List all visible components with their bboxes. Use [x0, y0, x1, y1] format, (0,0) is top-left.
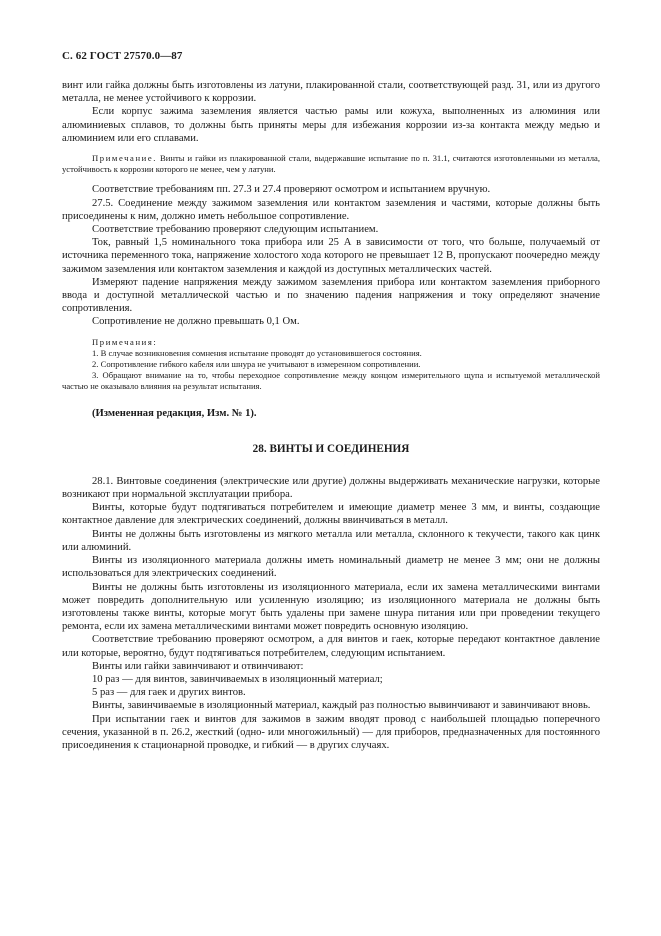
paragraph: Измеряют падение напряжения между зажимом заземления прибора или контактом заземления приборного ввода и доступной металлической частью и по значению падения напряжения и току определяют значение сопротивления.: [62, 276, 600, 315]
note-item: 3. Обращают внимание на то, чтобы переходное сопротивление между концом измерительного щупа и испытуемой металлической частью не оказывало влияния на результат испытания.: [62, 370, 600, 392]
paragraph: Винты, которые будут подтягиваться потребителем и имеющие диаметр менее 3 мм, и винты, создающие контактное давление для электрических соединений, должны ввинчиваться в металл.: [62, 502, 600, 527]
note: [62, 153, 600, 175]
paragraph: 28.1. Винтовые соединения (электрические или другие) должны выдерживать механические нагрузки, которые возникают при нормальной эксплуатации прибора.: [62, 475, 600, 501]
note-text: Винты и гайки из плакированной стали, выдержавшие испытание по п. 31.1, считаются изготовленными из металла, устойчивость к коррозии которого не менее, чем у латуни.: [62, 153, 600, 175]
paragraph: Если корпус зажима заземления является частью рамы или кожуха, выполненных из алюминия или алюминиевых сплавов, то должны быть приняты меры для избежания коррозии из-за контакта между медью и алюминием или его сплавами.: [62, 106, 600, 144]
paragraph: Соответствие требованию проверяют осмотром, а для винтов и гаек, которые передают контактное давление или которые, вероятно, будут подтягиваться потребителем, следующим испытанием.: [62, 634, 600, 659]
note-item: 2. Сопротивление гибкого кабеля или шнура не учитывают в измеренном сопротивлении.: [92, 359, 421, 370]
paragraph: Ток, равный 1,5 номинального тока прибора или 25 А в зависимости от того, что больше, получаемый от источника переменного тока, напряжение холостого хода которого не превышает 12 В, пропускают поочередно между зажимом заземления или контактом заземления и каждой из доступных металлических частей.: [62, 237, 600, 275]
paragraph: Винты из изоляционного материала должны иметь номинальный диаметр не менее 3 мм; они не должны использоваться для электрических соединений.: [62, 555, 600, 580]
amendment-note: (Измененная редакция, Изм. № 1).: [92, 407, 257, 419]
paragraph: Винты не должны быть изготовлены из изоляционного материала, если их замена металлическими винтами может повредить дополнительную или усиленную изоляцию; из изоляционного материала не должны быть изготовлены также винты, которые могут быть удалены при замене шнура питания или при проведении текущего ремонта, если их замена металлическими винтами может повредить основную изоляцию.: [62, 581, 600, 633]
paragraph: Соответствие требованию проверяют следующим испытанием.: [92, 224, 379, 236]
paragraph: 27.5. Соединение между зажимом заземления или контактом заземления и частями, которые должны быть присоединены к ним, должно иметь небольшое сопротивление.: [62, 197, 600, 222]
paragraph: При испытании гаек и винтов для зажимов в зажим вводят провод с наибольшей площадью поперечного сечения, указанной в п. 26.2, жесткий (одно- или многожильный) — для приборов, предназначенных для постоянного присоединения к стационарной проводке, и гибкий — в других случаях.: [62, 713, 600, 751]
paragraph: 10 раз — для винтов, завинчиваемых в изоляционный материал;: [92, 673, 383, 685]
paragraph: Сопротивление не должно превышать 0,1 Ом.: [92, 316, 300, 328]
note-item: 1. В случае возникновения сомнения испытание проводят до установившегося состояния.: [92, 347, 422, 358]
paragraph: винт или гайка должны быть изготовлены из латуни, плакированной стали, соответствующей разд. 31, или из другого металла, не менее устойчивого к коррозии.: [62, 80, 600, 105]
paragraph: Винты или гайки завинчивают и отвинчивают:: [92, 660, 304, 672]
paragraph: Соответствие требованиям пп. 27.3 и 27.4 проверяют осмотром и испытанием вручную.: [92, 184, 491, 196]
paragraph: Винты не должны быть изготовлены из мягкого металла или металла, склонного к текучести, такого как цинк или алюминий.: [62, 528, 600, 553]
page-header: С. 62 ГОСТ 27570.0—87: [62, 50, 183, 62]
notes-label: Примечания:: [92, 336, 158, 347]
paragraph: 5 раз — для гаек и других винтов.: [92, 687, 246, 699]
section-title: 28. ВИНТЫ И СОЕДИНЕНИЯ: [252, 442, 410, 455]
note-label: Примечание.: [92, 153, 158, 164]
document-body: [62, 79, 600, 752]
paragraph: Винты, завинчиваемые в изоляционный материал, каждый раз полностью вывинчивают и завинчивают вновь.: [92, 700, 591, 712]
